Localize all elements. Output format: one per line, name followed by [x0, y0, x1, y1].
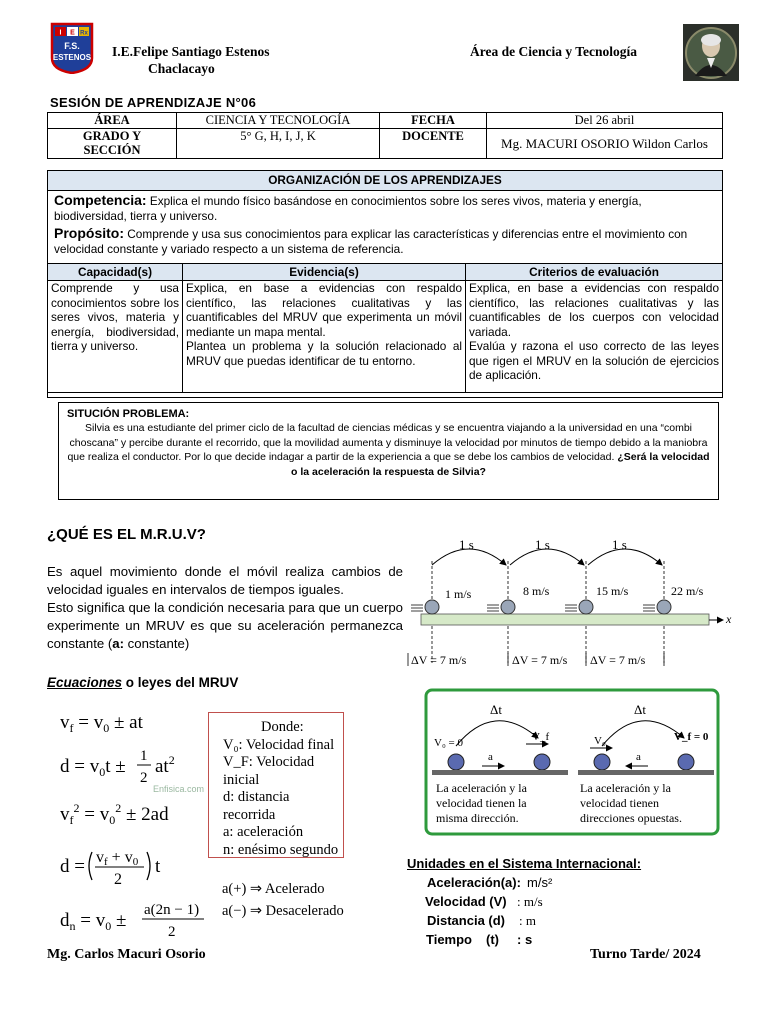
mruv-p2-a: a:	[112, 636, 124, 651]
mruv-definition	[47, 563, 403, 653]
svg-text:1: 1	[140, 748, 148, 764]
acceleration-direction-diagram	[424, 688, 720, 836]
svg-text:vf + v0: vf + v0	[96, 849, 139, 868]
mruv-p2-end: constante)	[123, 636, 190, 651]
grado-value: 5° G, H, I, J, K	[177, 129, 380, 159]
capacidad-cell: Comprende y usa conocimientos sobre los seres vivos, materia y energía, biodiversidad, tierra y universo.	[48, 281, 183, 393]
donde-box	[208, 712, 344, 858]
caption-right-1: La aceleración y la	[580, 781, 671, 795]
docente-value: Mg. MACURI OSORIO Wildon Carlos	[487, 129, 723, 159]
area-title: Área de Ciencia y Tecnología	[470, 44, 637, 59]
floor-right	[578, 770, 714, 775]
ball-right-start	[594, 754, 610, 770]
unit-row-velocidad	[425, 892, 552, 911]
ball-right-end	[678, 754, 694, 770]
units-title: Unidades en el Sistema Internacional:	[407, 856, 642, 871]
ball-left-end	[534, 754, 550, 770]
organization-text	[48, 191, 722, 257]
evidencia-1: Explica, en base a evidencias con respaldo científico, las relaciones cualitativas y las cuantificables del MRUV que experimenta un móvil mediante un mapa mental.	[186, 281, 462, 339]
docente-label: DOCENTE	[380, 129, 487, 159]
svg-text:vf2 = v02 ± 2ad: $v_f^2 = v_0^2 \pm 2ad$	[60, 801, 169, 827]
svg-text:d =: d =	[60, 856, 85, 877]
svg-text:t: t	[155, 856, 161, 877]
equation-1	[60, 712, 144, 735]
school-logo	[50, 22, 94, 74]
donde-line-v0: V₀: Velocidad final	[223, 736, 335, 753]
v0-left: V₀ = 0	[434, 737, 463, 749]
delta-v-3: ΔV = 7 m/s	[590, 653, 646, 667]
svg-text:vf = v0 ± at: $v_f = v_0$ ± at	[60, 712, 143, 735]
logo-estenos: ESTENOS	[52, 53, 92, 62]
unit-row-aceleracion	[425, 873, 552, 892]
donde-line-vf: V_F: Velocidad inicial	[223, 754, 315, 788]
col-evidencia: Evidencia(s)	[183, 264, 466, 281]
svg-text:a(2n − 1): a(2n − 1)	[144, 902, 200, 918]
logo-fs: F.S.	[64, 41, 80, 51]
ball-left-start	[448, 754, 464, 770]
mruv-paragraph-1: Es aquel movimiento donde el móvil realiza cambios de velocidad iguales en intervalos de tiempos iguales.	[47, 564, 403, 597]
unit-value-distancia: : m	[519, 913, 536, 928]
svg-text:d = v0t ±: $d = v_0t$ ±	[60, 756, 126, 779]
organization-title: ORGANIZACIÓN DE LOS APRENDIZAJES	[48, 171, 722, 191]
ball-3	[565, 600, 593, 614]
equations-title	[47, 675, 238, 690]
svg-text:at2: $at^2$	[155, 753, 175, 777]
accel-negative: a(−) ⇒ Desacelerado	[222, 903, 344, 919]
criterios-cell	[466, 281, 723, 393]
time-label-3: 1 s	[612, 537, 627, 552]
equation-3	[60, 801, 169, 827]
footer-shift: Turno Tarde/ 2024	[590, 947, 701, 962]
proposito-text: Comprende y usa sus conocimientos para explicar las características y diferencias entre el movimiento con velocidad constante y variado respecto a un sistema de referencia.	[54, 227, 688, 256]
unit-value-tiempo: (t) : s	[486, 932, 533, 947]
situation-question: ¿Será la velocidad o la aceleración la respuesta de Silvia?	[291, 451, 710, 478]
equations-watermark: Enfisica.com	[153, 784, 205, 794]
vf-right: V_f = 0	[674, 731, 709, 743]
a-left: a	[488, 751, 493, 763]
mruv-diagram	[405, 525, 735, 675]
svg-text:2: 2	[140, 770, 148, 786]
fecha-value: Del 26 abril	[487, 113, 723, 129]
proposito-label: Propósito:	[54, 225, 124, 241]
equation-5	[60, 902, 204, 940]
area-label: ÁREA	[48, 113, 177, 129]
info-table	[47, 112, 723, 159]
equations-title-rest: o leyes del MRUV	[122, 675, 239, 690]
competencia-text: Explica el mundo físico basándose en conocimientos sobre los seres vivos, materia y energía, biodiversidad, tierra y universo.	[54, 194, 642, 223]
donde-line-d: d: distancia recorrida	[223, 789, 290, 823]
caption-left-3: misma dirección.	[436, 811, 519, 825]
delta-v-2: ΔV = 7 m/s	[512, 653, 568, 667]
unit-value-velocidad: : m/s	[517, 894, 543, 909]
speed-label-3: 15 m/s	[596, 584, 629, 598]
evidencia-cell	[183, 281, 466, 393]
situation-text	[67, 421, 710, 479]
mruv-paragraph-2	[47, 599, 403, 653]
situation-body: Silvia es una estudiante del primer ciclo de la facultad de ciencias médicas y se encuentra viajando a la universidad en una “combi choscana” y percibe durante el recorrido, que la movilidad aumenta y disminuye la velocidad por minutos de tiempo debido a la maniobra que realiza el conductor. Por lo que decide indagar a partir de la experiencia a que se debe los cambios de velocidad.	[67, 422, 708, 463]
caption-left-2: velocidad tienen la	[436, 796, 527, 810]
speed-label-4: 22 m/s	[671, 584, 704, 598]
evidencia-2: Plantea un problema y la solución relacionado al MRUV que puedas identificar de tu entorno.	[186, 339, 462, 368]
school-town: Chaclacayo	[148, 61, 215, 76]
caption-right-2: velocidad tienen	[580, 796, 659, 810]
ball-2	[487, 600, 515, 614]
unit-label-distancia: Distancia (d)	[427, 913, 506, 928]
fecha-label: FECHA	[380, 113, 487, 129]
grado-label	[48, 129, 177, 159]
equation-2	[60, 748, 175, 786]
logo-letter-i: I	[59, 29, 62, 37]
dt-left: Δt	[490, 702, 502, 717]
mruv-p2-text: Esto significa que la condición necesaria para que un cuerpo experimente un MRUV es que su aceleración permanezca constante (	[47, 600, 403, 651]
unit-label-velocidad: Velocidad (V)	[425, 894, 507, 909]
col-capacidad: Capacidad(s)	[48, 264, 183, 281]
dt-right: Δt	[634, 702, 646, 717]
units-list	[425, 873, 552, 949]
situation-title: SITUCIÓN PROBLEMA:	[67, 408, 190, 420]
equation-4	[60, 849, 161, 888]
v0-right: V₀	[594, 735, 606, 747]
speed-label-2: 8 m/s	[523, 584, 550, 598]
accel-positive: a(+) ⇒ Acelerado	[222, 881, 325, 897]
donde-line-n: n: enésimo segundo	[223, 841, 339, 858]
track	[421, 614, 709, 625]
svg-text:2: 2	[168, 924, 176, 940]
acceleration-sign	[222, 878, 344, 922]
unit-label-aceleracion: Aceleración(a):	[427, 875, 521, 890]
logo-letter-e: E	[70, 29, 75, 37]
caption-right-3: direcciones opuestas.	[580, 811, 682, 825]
portrait-image	[683, 24, 739, 81]
school-name: I.E.Felipe Santiago Estenos	[112, 44, 270, 59]
footer-author: Mg. Carlos Macuri Osorio	[47, 947, 206, 962]
svg-text:dn = v0 ±: $d_n = v_0$ ±	[60, 910, 127, 933]
organization-box	[47, 170, 723, 398]
grado-label-line1: GRADO Y	[82, 129, 142, 143]
floor-left	[432, 770, 568, 775]
donde-title: Donde:	[261, 719, 304, 735]
axis-x: x	[726, 612, 732, 626]
svg-text:2: 2	[114, 871, 122, 888]
situation-box	[58, 402, 719, 500]
grado-label-line2: SECCIÓN	[83, 143, 141, 157]
criterio-1: Explica, en base a evidencias con respaldo científico, las relaciones cualitativas y las cuantificables de los cuerpos con velocidad variada.	[469, 281, 719, 339]
mruv-title: ¿QUÉ ES EL M.R.U.V?	[47, 526, 206, 543]
unit-row-distancia	[425, 911, 552, 930]
unit-label-tiempo: Tiempo	[426, 932, 472, 947]
time-label-2: 1 s	[535, 537, 550, 552]
col-criterios: Criterios de evaluación	[466, 264, 723, 281]
donde-line-a: a: aceleración	[223, 824, 304, 840]
capacity-table	[47, 263, 723, 393]
equations-title-italic: Ecuaciones	[47, 675, 123, 690]
speed-label-1: 1 m/s	[445, 587, 472, 601]
ball-4	[643, 600, 671, 614]
a-right: a	[636, 751, 641, 763]
logo-letter-rx: Rx	[80, 30, 88, 37]
caption-left-1: La aceleración y la	[436, 781, 527, 795]
ball-1	[411, 600, 439, 614]
delta-v-1: ΔV = 7 m/s	[411, 653, 467, 667]
vf-left: V_f	[532, 731, 550, 743]
criterio-2: Evalúa y razona el uso correcto de las leyes que rigen el MRUV en la solución de ejercicios de aplicación.	[469, 339, 719, 382]
unit-row-tiempo	[425, 930, 552, 949]
time-label-1: 1 s	[459, 537, 474, 552]
competencia-label: Competencia:	[54, 192, 147, 208]
area-value: CIENCIA Y TECNOLOGÍA	[177, 113, 380, 129]
equations-block	[58, 706, 208, 946]
unit-value-aceleracion: m/s²	[527, 875, 553, 890]
session-title: SESIÓN DE APRENDIZAJE N°06	[50, 95, 257, 110]
